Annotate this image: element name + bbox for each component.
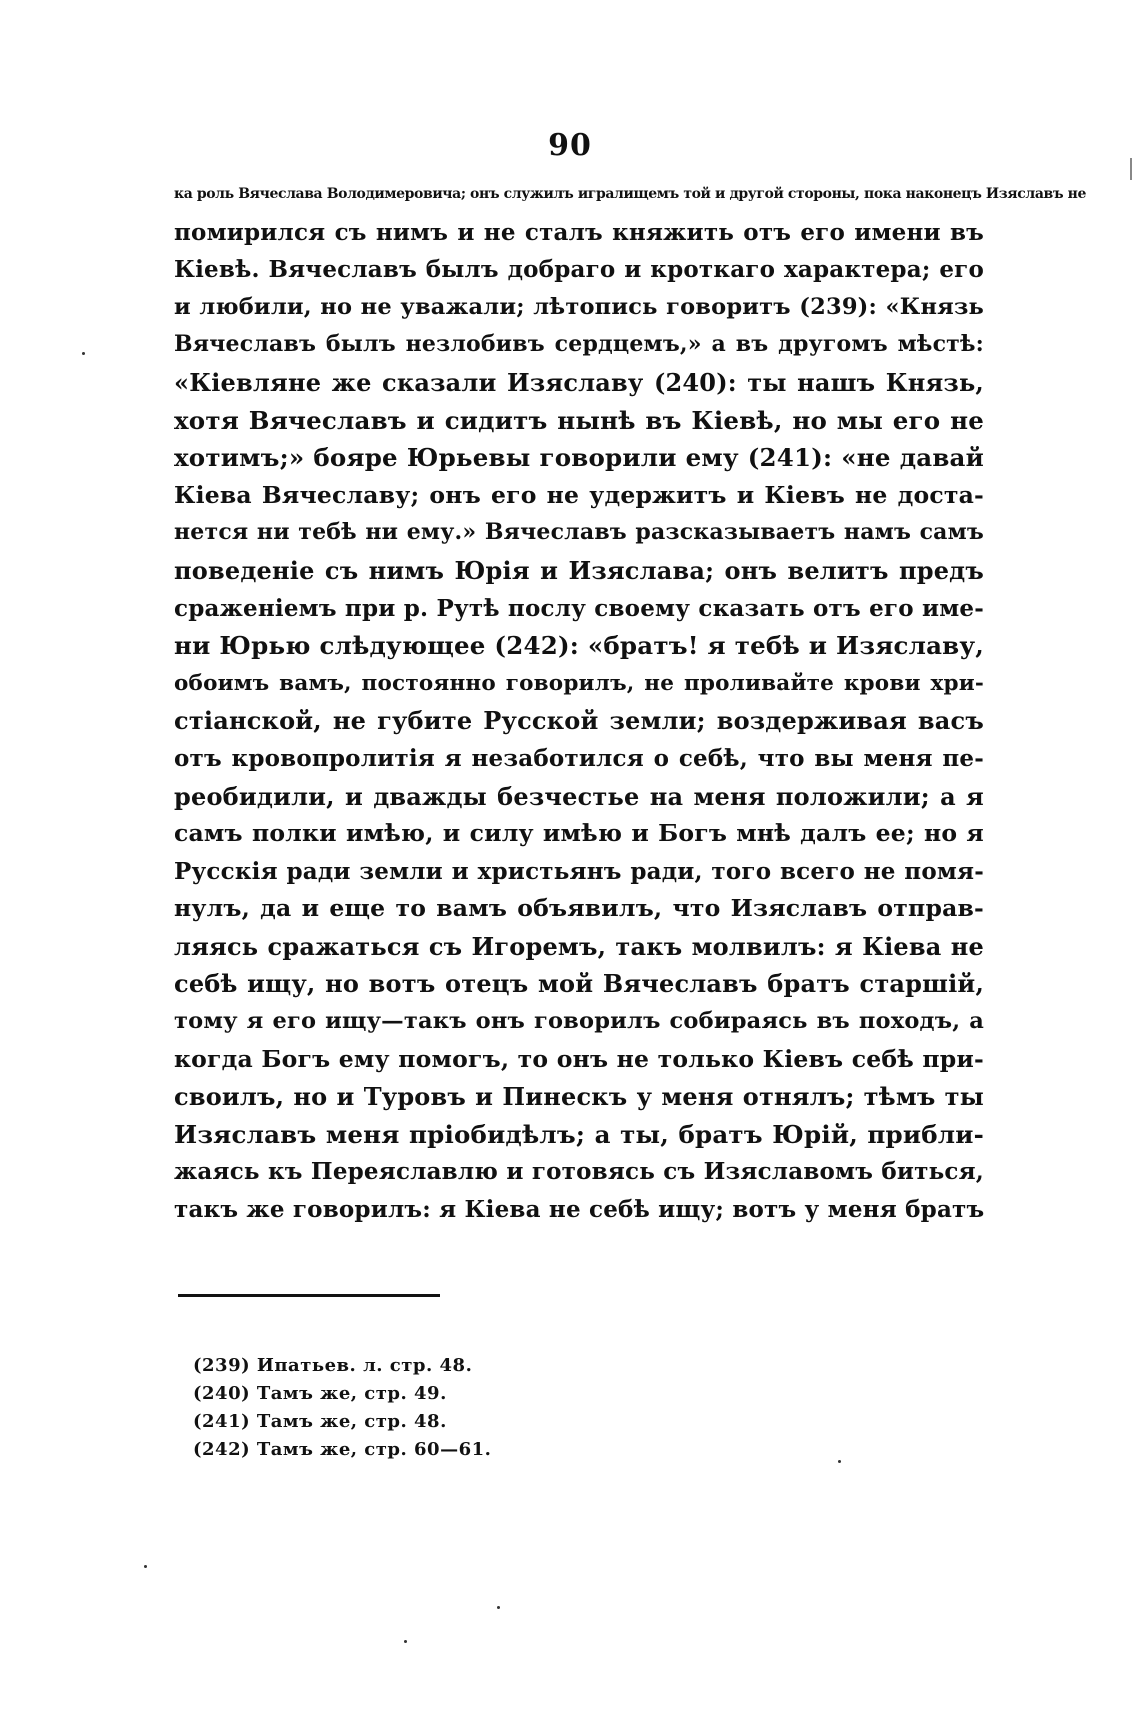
text-line: Изяславъ меня пріобидѣлъ; а ты, братъ Юрій, прибли- bbox=[174, 1119, 984, 1149]
text-line: нется ни тебѣ ни ему.» Вячеславъ разсказываетъ намъ самъ bbox=[174, 519, 984, 546]
footnote: (239) Ипатьев. л. стр. 48. bbox=[193, 1355, 473, 1376]
footnote: (240) Тамъ же, стр. 49. bbox=[193, 1383, 447, 1404]
text-line: ни Юрью слѣдующее (242): «братъ! я тебѣ и Изяславу, bbox=[174, 631, 984, 661]
body-text bbox=[174, 176, 1086, 1229]
text-line: Кіева Вячеславу; онъ его не удержитъ и Кіевъ не доста- bbox=[174, 480, 984, 509]
text-line: когда Богъ ему помогъ, то онъ не только Кіевъ себѣ при- bbox=[174, 1044, 984, 1073]
text-line: ляясь сражаться съ Игоремъ, такъ молвилъ: я Кіева не bbox=[174, 931, 984, 961]
footnote-divider bbox=[178, 1294, 440, 1297]
scan-speck bbox=[497, 1606, 500, 1609]
scan-speck bbox=[82, 352, 85, 355]
text-line: Кіевѣ. Вячеславъ былъ добраго и кроткаго характера; его bbox=[174, 256, 984, 284]
scan-speck bbox=[404, 1640, 407, 1643]
text-line: нулъ, да и еще то вамъ объявилъ, что Изяславъ отправ- bbox=[174, 894, 984, 923]
text-line: поведеніе съ нимъ Юрія и Изяслава; онъ велитъ предъ bbox=[174, 555, 984, 585]
text-line: себѣ ищу, но вотъ отецъ мой Вячеславъ братъ старшій, bbox=[174, 969, 984, 999]
scan-speck bbox=[144, 1565, 147, 1568]
footnote: (242) Тамъ же, стр. 60—61. bbox=[193, 1439, 492, 1460]
text-line: самъ полки имѣю, и силу имѣю и Богъ мнѣ далъ ее; но я bbox=[174, 819, 984, 848]
text-line: Русскія ради земли и христьянъ ради, того всего не помя- bbox=[174, 857, 984, 885]
text-line: отъ кровопролитія я незаботился о себѣ, что вы меня пе- bbox=[174, 744, 984, 772]
text-line: реобидили, и дважды безчестье на меня положили; а я bbox=[174, 781, 984, 811]
text-line: хотя Вячеславъ и сидитъ нынѣ въ Кіевѣ, но мы его не bbox=[174, 405, 984, 435]
text-line: Вячеславъ былъ незлобивъ сердцемъ,» а въ другомъ мѣстѣ: bbox=[174, 331, 984, 358]
text-line: стіанской, не губите Русской земли; воздерживая васъ bbox=[174, 706, 984, 736]
text-line: жаясь къ Переяславлю и готовясь съ Изяславомъ биться, bbox=[174, 1158, 984, 1186]
page-number: 90 bbox=[548, 128, 592, 163]
text-line: и любили, но не уважали; лѣтопись говоритъ (239): «Князь bbox=[174, 293, 984, 320]
scan-speck bbox=[838, 1460, 841, 1463]
text-line: ка роль Вячеслава Володимеровича; онъ служилъ игралищемъ той и другой стороны, пока наконецъ Изяславъ не bbox=[174, 186, 1086, 202]
footnotes bbox=[193, 1352, 793, 1464]
text-line: сраженіемъ при р. Рутѣ послу своему сказать отъ его име- bbox=[174, 594, 984, 622]
text-line: своилъ, но и Туровъ и Пинескъ у меня отнялъ; тѣмъ ты bbox=[174, 1082, 984, 1112]
text-line: помирился съ нимъ и не сталъ княжить отъ его имени въ bbox=[174, 218, 984, 246]
text-line: хотимъ;» бояре Юрьевы говорили ему (241): «не давай bbox=[174, 443, 984, 473]
text-line: «Кіевляне же сказали Изяславу (240): ты нашъ Князь, bbox=[174, 367, 984, 397]
footnote: (241) Тамъ же, стр. 48. bbox=[193, 1411, 447, 1432]
text-line: такъ же говорилъ: я Кіева не себѣ ищу; вотъ у меня братъ bbox=[174, 1196, 985, 1224]
text-line: тому я его ищу—такъ онъ говорилъ собираясь въ походъ, а bbox=[174, 1008, 984, 1035]
text-line: обоимъ вамъ, постоянно говорилъ, не проливайте крови хри- bbox=[174, 670, 984, 696]
